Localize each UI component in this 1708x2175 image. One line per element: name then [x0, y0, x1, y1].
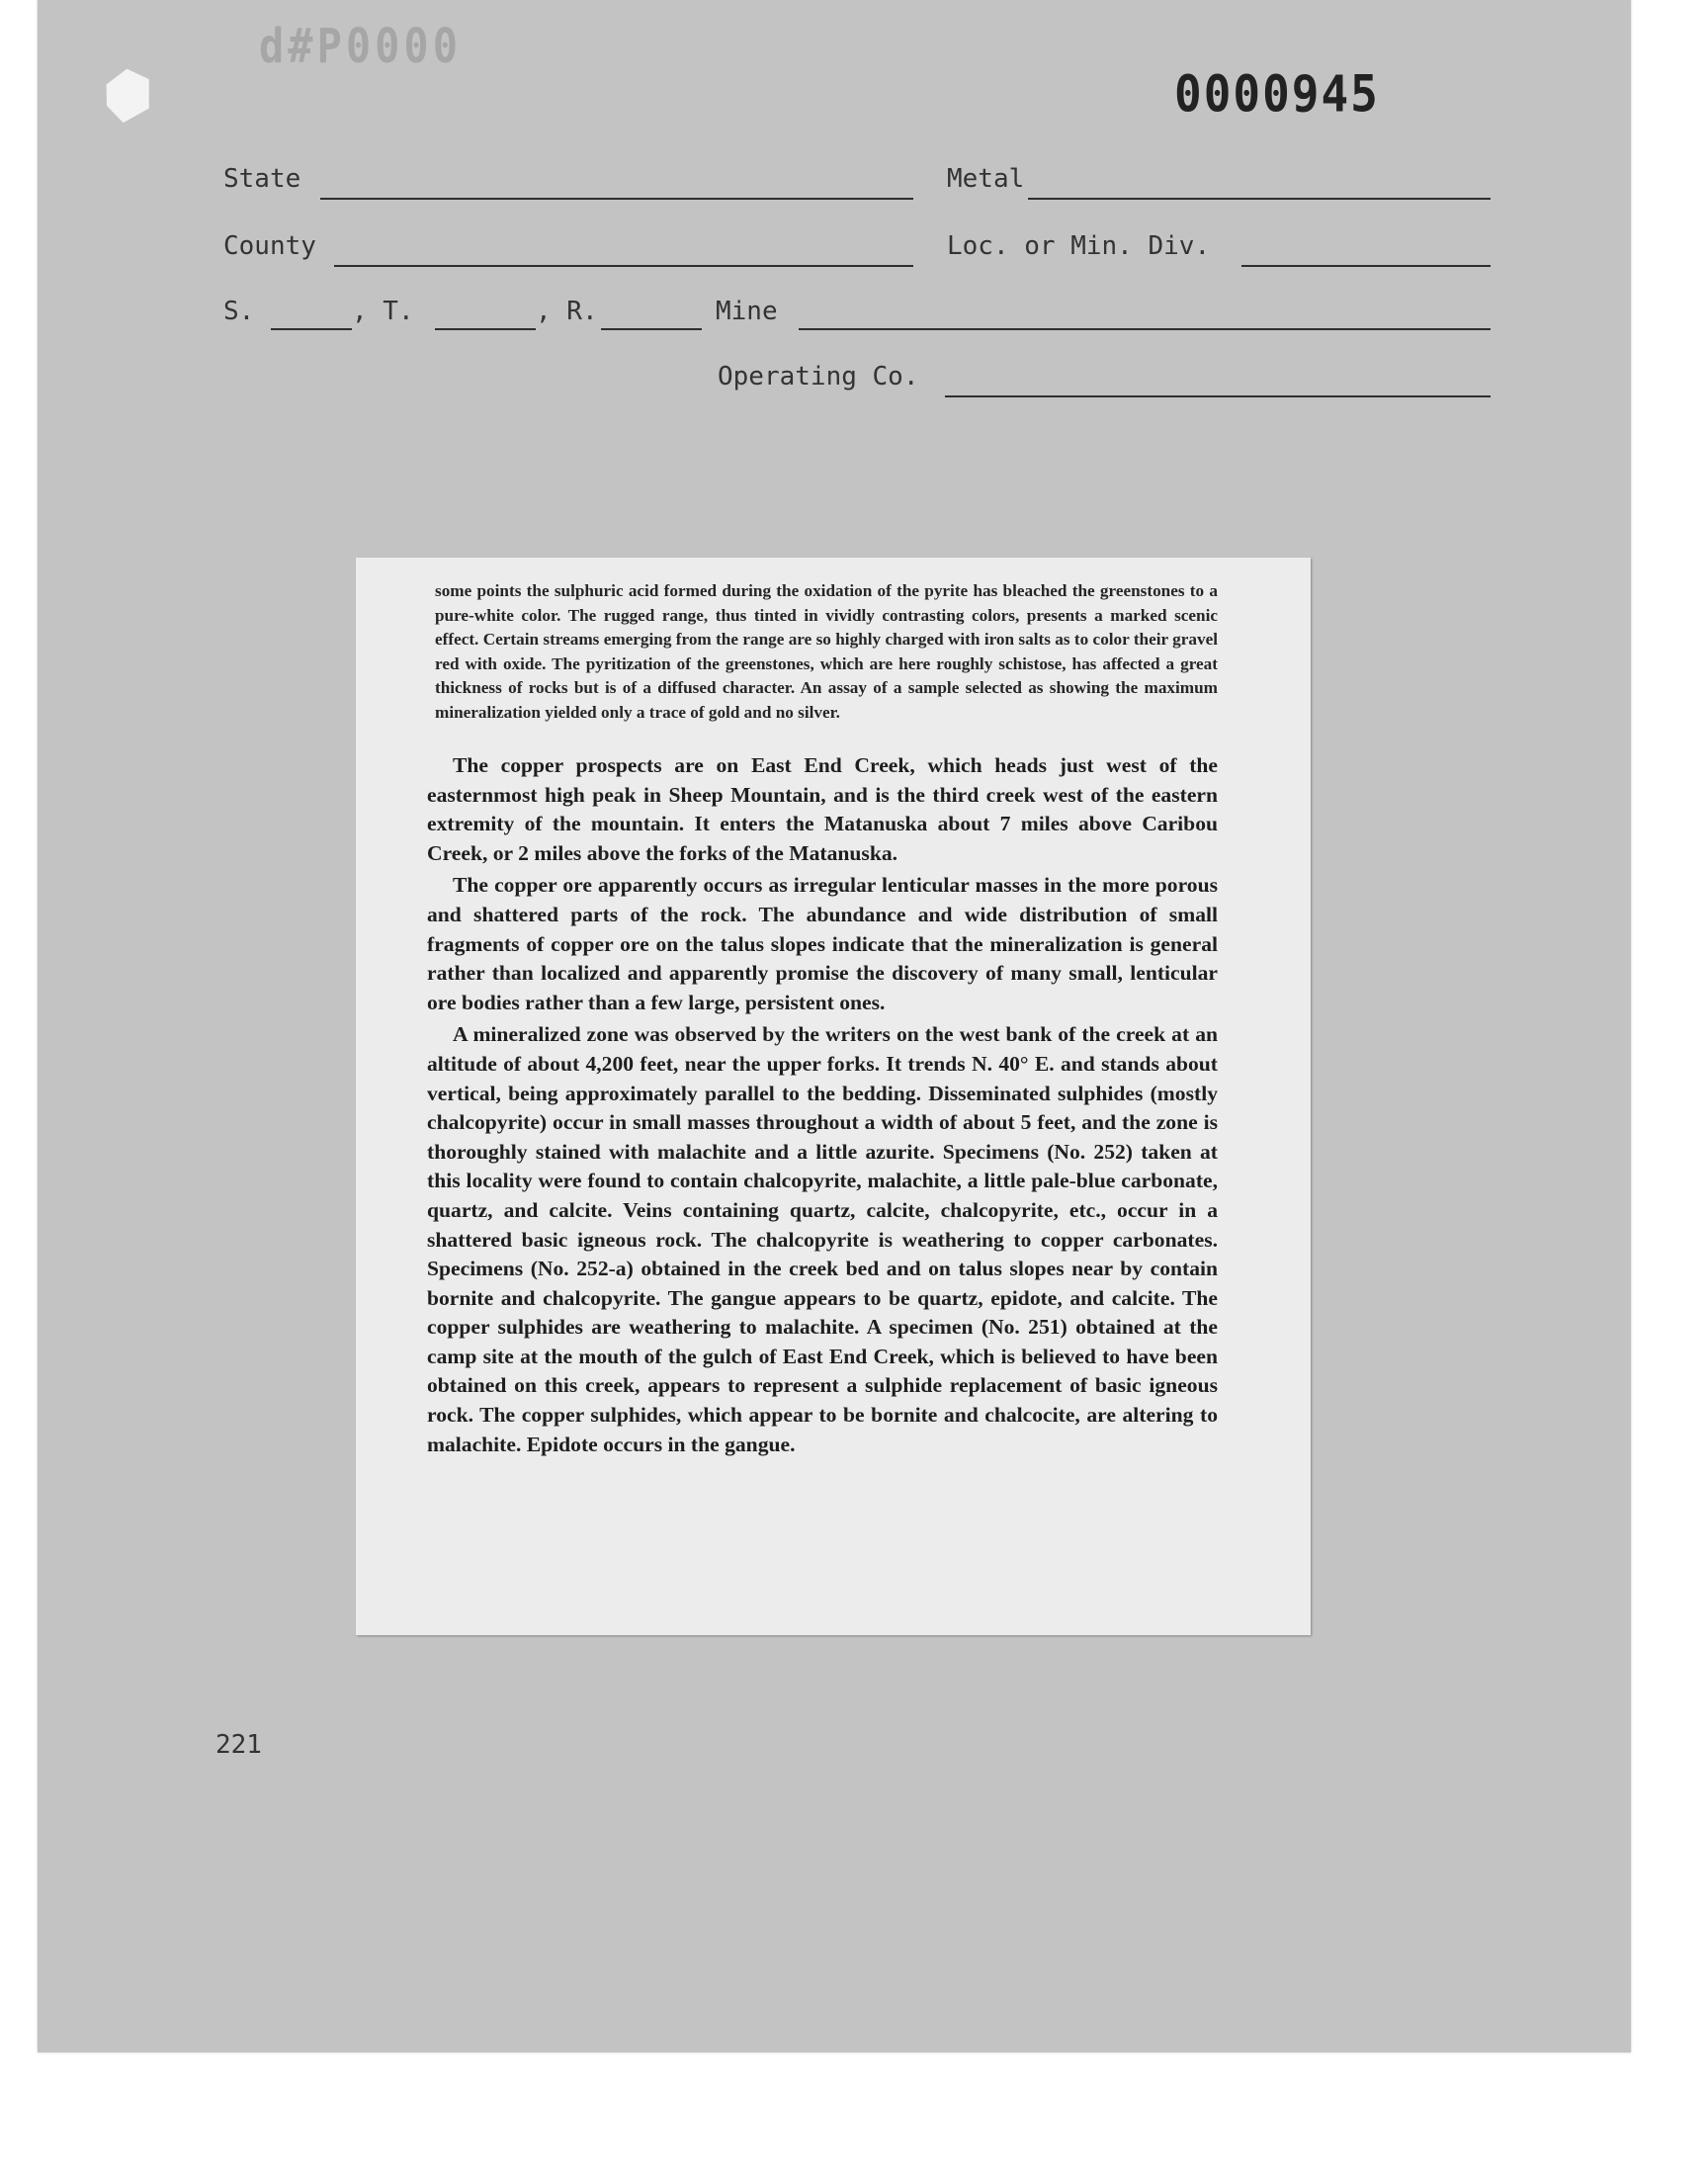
clipping-body: [427, 751, 1218, 1462]
paragraph-copper-prospects: The copper prospects are on East End Creek, which heads just west of the easternmost high peak in Sheep Mountain, and is the third creek west of the eastern extremity of the mountain. It enters the Matanuska about 7 miles above Caribou Creek, or 2 miles above the forks of the Matanuska.: [427, 753, 1218, 865]
section-label: S.: [223, 297, 255, 326]
location-field[interactable]: [1241, 265, 1491, 267]
intro-paragraph: some points the sulphuric acid formed during the oxidation of the pyrite has bleached the greenstones to a pure-white color. The rugged range, thus tinted in vividly contrasting colors, presents a marked scenic effect. Certain streams emerging from the range are so highly charged with iron salts as to color their gravel red with oxide. The pyritization of the greenstones, which are here roughly schistose, has affected a great thickness of rocks but is of a diffused character. An assay of a sample selected as showing the maximum mineralization yielded only a trace of gold and no silver.: [435, 581, 1218, 722]
mine-label: Mine: [716, 297, 778, 326]
state-field[interactable]: [320, 198, 913, 200]
metal-label: Metal: [947, 164, 1025, 194]
torn-corner-mark: [99, 64, 157, 126]
range-field[interactable]: [601, 328, 702, 330]
paragraph-mineralized-zone: A mineralized zone was observed by the writers on the west bank of the creek at an altitude of about 4,200 feet, near the upper forks. It trends N. 40° E. and stands about vertical, being approximately parallel to the bedding. Disseminated sulphides (mostly chalcopyrite) occur in small masses throughout a width of about 5 feet, and the zone is thoroughly stained with malachite and a little azurite. Specimens (No. 252) taken at this locality were found to contain chalcopyrite, malachite, a little pale-blue carbonate, quartz, and calcite. Veins containing quartz, calcite, chalcopyrite, etc., occur in a shattered basic igneous rock. The chalcopyrite is weathering to copper carbonates. Specimens (No. 252-a) obtained in the creek bed and on talus slopes near by contain bornite and chalcopyrite. The gangue appears to be quartz, epidote, and calcite. The copper sulphides are weathering to malachite. A specimen (No. 251) obtained at the camp site at the mouth of the gulch of East End Creek, which is believed to have been obtained on this creek, appears to represent a sulphide replacement of basic igneous rock. The copper sulphides, which appear to be bornite and chalcocite, are altering to malachite. Epidote occurs in the gangue.: [427, 1022, 1218, 1456]
page-number: 221: [215, 1730, 262, 1760]
mine-field[interactable]: [799, 328, 1491, 330]
range-label: , R.: [536, 297, 598, 326]
file-card: [38, 0, 1631, 2052]
township-field[interactable]: [435, 328, 536, 330]
operating-co-field[interactable]: [945, 395, 1491, 397]
metal-field[interactable]: [1028, 198, 1491, 200]
county-label: County: [223, 231, 316, 261]
county-field[interactable]: [334, 265, 913, 267]
section-field[interactable]: [271, 328, 352, 330]
pasted-text-clipping: [356, 558, 1311, 1635]
location-label: Loc. or Min. Div.: [947, 231, 1211, 261]
paragraph-copper-ore: The copper ore apparently occurs as irregular lenticular masses in the more porous and shattered parts of the rock. The abundance and wide distribution of small fragments of copper ore on the talus slopes indicate that the mineralization is general rather than localized and apparently promise the discovery of many small, lenticular ore bodies rather than a few large, persistent ones.: [427, 873, 1218, 1014]
faint-stamp: d#P0000: [259, 18, 463, 74]
operating-co-label: Operating Co.: [718, 362, 919, 392]
state-label: State: [223, 164, 301, 194]
township-label: , T.: [352, 297, 414, 326]
document-number: 0000945: [1174, 64, 1380, 124]
